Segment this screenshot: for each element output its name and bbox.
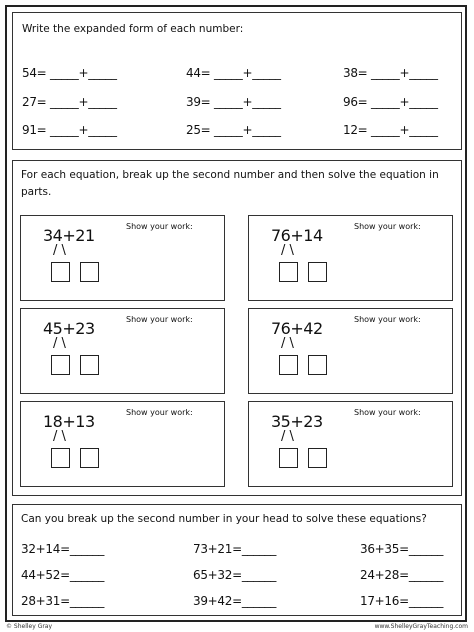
- work-box: [248, 401, 453, 487]
- answer-square-left[interactable]: [279, 448, 298, 468]
- show-work-label: Show your work:: [126, 222, 193, 231]
- equation: 76+42: [271, 319, 323, 338]
- expanded-form-item: 27= _____+_____: [22, 95, 117, 109]
- expanded-form-item: 38= _____+_____: [343, 66, 438, 80]
- show-work-label: Show your work:: [354, 315, 421, 324]
- mental-math-item: 28+31=______: [21, 594, 105, 608]
- mental-math-section: [12, 504, 462, 616]
- website-footer: www.ShelleyGrayTeaching.com: [374, 623, 468, 630]
- expanded-form-item: 44= _____+_____: [186, 66, 281, 80]
- expanded-form-item: 39= _____+_____: [186, 95, 281, 109]
- split-lines: / \: [53, 243, 66, 258]
- expanded-form-item: 25= _____+_____: [186, 123, 281, 137]
- mental-math-item: 39+42=______: [193, 594, 277, 608]
- answer-square-left[interactable]: [279, 355, 298, 375]
- work-box: [20, 308, 225, 394]
- answer-square-left[interactable]: [51, 448, 70, 468]
- expanded-form-item: 91= _____+_____: [22, 123, 117, 137]
- work-box: [20, 215, 225, 301]
- work-box: [248, 308, 453, 394]
- expanded-form-instruction: Write the expanded form of each number:: [22, 23, 244, 35]
- answer-square-left[interactable]: [279, 262, 298, 282]
- mental-math-item: 73+21=______: [193, 542, 277, 556]
- mental-math-item: 32+14=______: [21, 542, 105, 556]
- mental-math-item: 65+32=______: [193, 568, 277, 582]
- answer-square-left[interactable]: [51, 355, 70, 375]
- equation: 76+14: [271, 226, 323, 245]
- equation: 45+23: [43, 319, 95, 338]
- work-box: [20, 401, 225, 487]
- split-lines: / \: [281, 336, 294, 351]
- mental-math-item: 17+16=______: [360, 594, 444, 608]
- expanded-form-item: 12= _____+_____: [343, 123, 438, 137]
- work-box: [248, 215, 453, 301]
- split-lines: / \: [281, 243, 294, 258]
- equation: 35+23: [271, 412, 323, 431]
- show-work-label: Show your work:: [126, 408, 193, 417]
- mental-math-instruction: Can you break up the second number in your head to solve these equations?: [21, 513, 427, 525]
- split-lines: / \: [281, 429, 294, 444]
- answer-square-right[interactable]: [308, 262, 327, 282]
- break-apart-section: [12, 160, 462, 496]
- mental-math-item: 24+28=______: [360, 568, 444, 582]
- equation: 18+13: [43, 412, 95, 431]
- copyright-footer: © Shelley Gray: [6, 623, 53, 630]
- answer-square-right[interactable]: [80, 448, 99, 468]
- split-lines: / \: [53, 336, 66, 351]
- break-apart-instruction: For each equation, break up the second number and then solve the equation in parts.: [21, 169, 439, 198]
- answer-square-right[interactable]: [308, 355, 327, 375]
- equation: 34+21: [43, 226, 95, 245]
- split-lines: / \: [53, 429, 66, 444]
- expanded-form-item: 54= _____+_____: [22, 66, 117, 80]
- answer-square-right[interactable]: [308, 448, 327, 468]
- answer-square-right[interactable]: [80, 355, 99, 375]
- expanded-form-item: 96= _____+_____: [343, 95, 438, 109]
- show-work-label: Show your work:: [354, 222, 421, 231]
- mental-math-item: 44+52=______: [21, 568, 105, 582]
- mental-math-item: 36+35=______: [360, 542, 444, 556]
- expanded-form-section: [12, 12, 462, 150]
- show-work-label: Show your work:: [126, 315, 193, 324]
- answer-square-left[interactable]: [51, 262, 70, 282]
- answer-square-right[interactable]: [80, 262, 99, 282]
- show-work-label: Show your work:: [354, 408, 421, 417]
